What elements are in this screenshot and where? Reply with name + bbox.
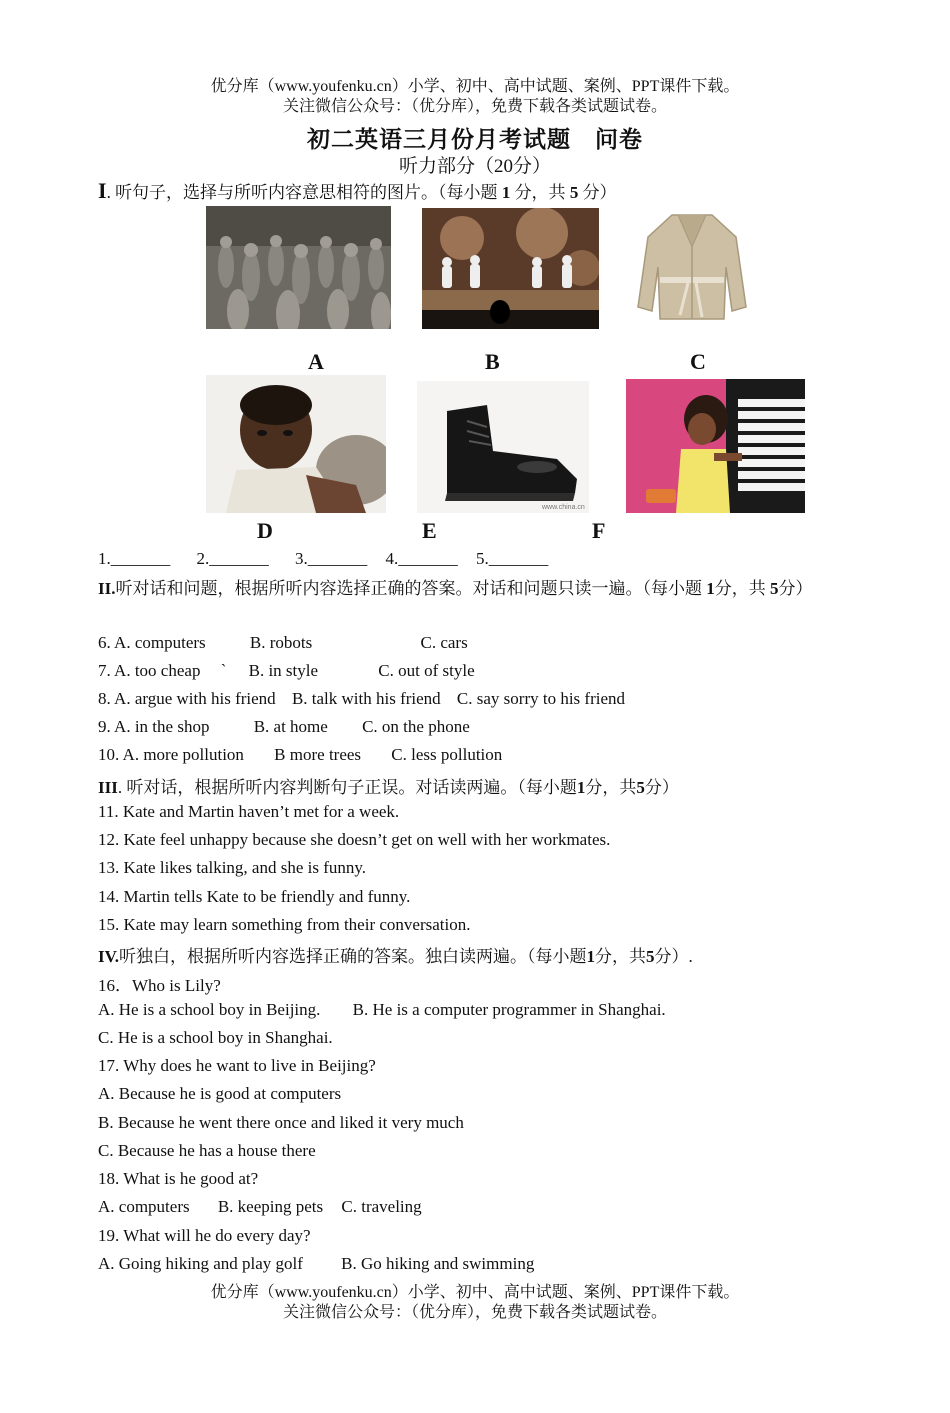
question-9 xyxy=(98,717,470,737)
picture-label-e: E xyxy=(422,518,437,543)
question-12: 12. Kate feel unhappy because she doesn’t get on well with her workmates. xyxy=(98,830,611,849)
question-13: 13. Kate likes talking, and she is funny. xyxy=(98,858,367,877)
picture-c-knit-cardigan xyxy=(628,207,756,327)
q8-option-a[interactable]: 8. A. argue with his friend xyxy=(98,689,276,708)
picture-d-sad-boy xyxy=(206,375,386,513)
picture-e-watermark: www.china.cn xyxy=(542,504,585,511)
section-4-heading xyxy=(98,942,693,967)
section-2-text-3: 分） xyxy=(778,579,813,598)
section-1-text-2: 分，共 xyxy=(514,183,566,202)
picture-label-f: F xyxy=(592,518,606,543)
section-2-heading xyxy=(98,576,902,602)
answer-blank-4[interactable]: 4._______ xyxy=(385,549,458,568)
section-3-points-each: 1 xyxy=(576,778,586,797)
question-18-options xyxy=(98,1197,422,1217)
picture-label-c: C xyxy=(690,349,706,374)
section-1-text-3: 分） xyxy=(582,183,617,202)
q10-option-b[interactable]: B more trees xyxy=(274,745,362,764)
section-2-text-2: 分，共 xyxy=(714,579,766,598)
q7-option-c[interactable]: C. out of style xyxy=(378,661,475,680)
picture-label-a: A xyxy=(308,349,324,374)
question-14: 14. Martin tells Kate to be friendly and funny. xyxy=(98,887,411,906)
section-3-points-total: 5 xyxy=(636,778,645,797)
q7-stray-mark: ` xyxy=(220,661,227,680)
section-4-text: 听独白，根据所听内容选择正确的答案。独白读两遍。（每小题 xyxy=(118,947,587,966)
q9-option-c[interactable]: C. on the phone xyxy=(362,717,470,736)
q17-option-b[interactable]: B. Because he went there once and liked it very much xyxy=(98,1113,464,1132)
question-11: 11. Kate and Martin haven’t met for a week. xyxy=(98,802,400,821)
question-10 xyxy=(98,745,502,765)
picture-label-b: B xyxy=(485,349,500,374)
answer-blank-1[interactable]: 1._______ xyxy=(98,549,171,568)
picture-f-girl-playing-piano xyxy=(626,379,805,513)
q6-option-b[interactable]: B. robots xyxy=(249,633,313,652)
section-2-text: 听对话和问题，根据所听内容选择正确的答案。对话和问题只读一遍。（每小题 xyxy=(115,579,702,598)
header-line-1: 优分库（www.youfenku.cn）小学、初中、高中试题、案例、PPT课件下载。 xyxy=(210,78,740,95)
question-19: 19. What will he do every day? xyxy=(98,1226,311,1245)
q7-option-b[interactable]: B. in style xyxy=(248,661,319,680)
question-19-options xyxy=(98,1254,534,1274)
section-4-points-total: 5 xyxy=(645,947,655,966)
q16-option-c[interactable]: C. He is a school boy in Shanghai. xyxy=(98,1028,333,1047)
picture-label-d: D xyxy=(257,518,273,543)
q9-option-a[interactable]: 9. A. in the shop xyxy=(98,717,210,736)
q18-option-a[interactable]: A. computers xyxy=(98,1197,190,1216)
section-3-text-2: 分，共 xyxy=(585,778,637,797)
section-3-text: . 听对话，根据所听内容判断句子正误。对话读两遍。（每小题 xyxy=(117,778,577,797)
section-2-points-each: 1 xyxy=(706,579,715,598)
section-4-roman: IV. xyxy=(98,947,119,966)
q17-option-a[interactable]: A. Because he is good at computers xyxy=(98,1084,342,1103)
section-3-roman: III xyxy=(98,778,118,797)
section-1-heading xyxy=(98,178,617,204)
q8-option-c[interactable]: C. say sorry to his friend xyxy=(456,689,626,708)
q18-option-c[interactable]: C. traveling xyxy=(341,1197,422,1216)
question-15: 15. Kate may learn something from their conversation. xyxy=(98,915,471,934)
question-16: 16．Who is Lily? xyxy=(98,976,221,995)
question-17: 17. Why does he want to live in Beijing? xyxy=(98,1056,376,1075)
section-1-points-total: 5 xyxy=(569,183,579,202)
picture-e-leather-shoe xyxy=(417,381,589,513)
answer-blank-2[interactable]: 2._______ xyxy=(196,549,269,568)
section-3-text-3: 分） xyxy=(644,778,679,797)
section-2-roman: II. xyxy=(98,579,116,598)
answer-blank-3[interactable]: 3._______ xyxy=(295,549,368,568)
header-line-2: 关注微信公众号：（优分库），免费下载各类试题试卷。 xyxy=(282,98,667,115)
section-1-roman: I xyxy=(98,178,107,203)
page-subtitle: 听力部分（20分） xyxy=(398,156,551,177)
question-16-options-ab xyxy=(98,1000,666,1020)
question-18: 18. What is he good at? xyxy=(98,1169,259,1188)
section-1-text: . 听句子，选择与所听内容意思相符的图片。（每小题 xyxy=(106,183,498,202)
section-1-points-each: 1 xyxy=(501,183,511,202)
q6-option-a[interactable]: 6. A. computers xyxy=(98,633,206,652)
section-4-text-3: 分）. xyxy=(654,947,693,966)
q7-option-a[interactable]: 7. A. too cheap xyxy=(98,661,201,680)
question-8 xyxy=(98,689,625,709)
section-2-points-total: 5 xyxy=(769,579,779,598)
footer-line-1: 优分库（www.youfenku.cn）小学、初中、高中试题、案例、PPT课件下载。 xyxy=(210,1284,740,1301)
q16-option-a[interactable]: A. He is a school boy in Beijing. xyxy=(98,1000,321,1019)
question-6 xyxy=(98,633,468,653)
section-4-text-2: 分，共 xyxy=(594,947,646,966)
q6-option-c[interactable]: C. cars xyxy=(420,633,468,652)
q17-option-c[interactable]: C. Because he has a house there xyxy=(98,1141,316,1160)
question-7 xyxy=(98,661,475,681)
q19-option-a[interactable]: A. Going hiking and play golf xyxy=(98,1254,303,1273)
q10-option-c[interactable]: C. less pollution xyxy=(391,745,503,764)
picture-b-robots-on-stage xyxy=(422,208,599,329)
q9-option-b[interactable]: B. at home xyxy=(253,717,328,736)
q8-option-b[interactable]: B. talk with his friend xyxy=(291,689,441,708)
picture-a-terracotta-warriors xyxy=(206,206,391,329)
footer-line-2: 关注微信公众号：（优分库），免费下载各类试题试卷。 xyxy=(282,1304,667,1321)
section-4-points-each: 1 xyxy=(586,947,595,966)
q16-option-b[interactable]: B. He is a computer programmer in Shanghai. xyxy=(352,1000,666,1019)
q18-option-b[interactable]: B. keeping pets xyxy=(217,1197,324,1216)
q10-option-a[interactable]: 10. A. more pollution xyxy=(98,745,244,764)
answer-blanks-1-5 xyxy=(98,549,548,569)
page-title: 初二英语三月份月考试题 问卷 xyxy=(307,127,643,152)
q19-option-b[interactable]: B. Go hiking and swimming xyxy=(341,1254,535,1273)
answer-blank-5[interactable]: 5._______ xyxy=(476,549,549,568)
section-3-heading xyxy=(98,773,679,798)
